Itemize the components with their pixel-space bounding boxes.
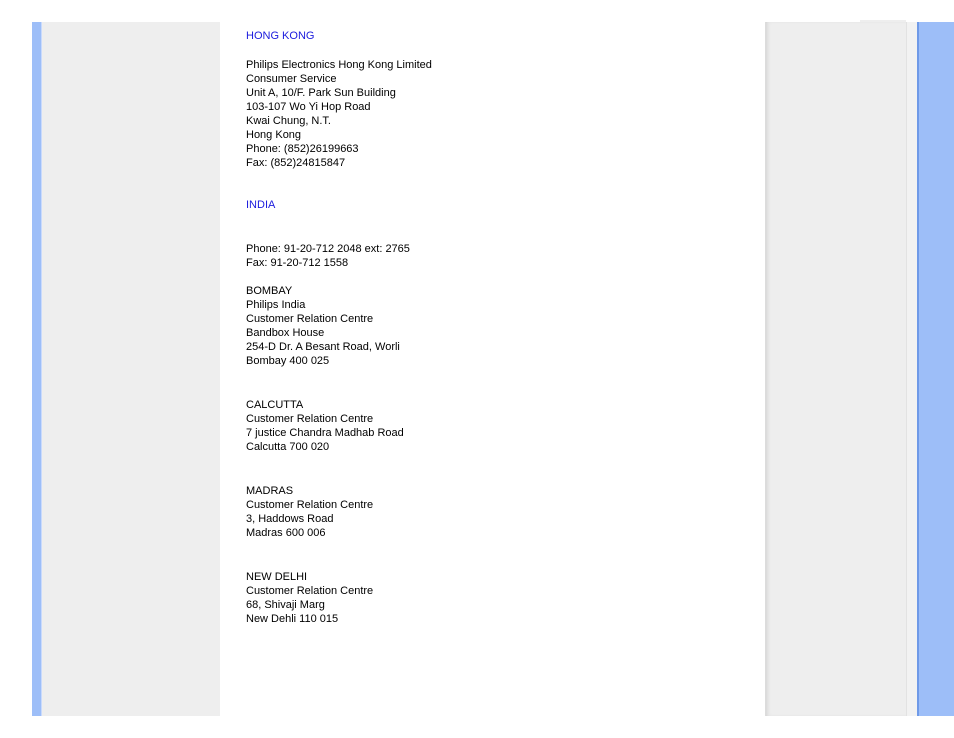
address-line: Philips Electronics Hong Kong Limited [246,59,432,71]
address-line: 68, Shivaji Marg [246,599,325,611]
phone-line: Phone: (852)26199663 [246,143,359,155]
address-line: 103-107 Wo Yi Hop Road [246,101,371,113]
address-bombay [246,284,746,368]
document-content [246,29,746,626]
city-name: BOMBAY [246,285,293,297]
address-madras [246,484,746,540]
fax-line: Fax: 91-20-712 1558 [246,257,349,269]
address-line: Customer Relation Centre [246,499,374,511]
left-sidebar [42,22,220,716]
heading-india: INDIA [246,199,276,211]
city-name: MADRAS [246,485,294,497]
address-line: Customer Relation Centre [246,413,374,425]
right-sidebar [765,22,918,716]
address-line: Kwai Chung, N.T. [246,115,331,127]
address-hong-kong [246,58,746,170]
address-calcutta [246,398,746,454]
section-hong-kong [246,29,746,170]
heading-hong-kong: HONG KONG [246,30,315,42]
address-line: Bandbox House [246,327,325,339]
right-accent-edge [917,22,919,716]
address-line: New Dehli 110 015 [246,613,339,625]
india-contact [246,242,746,270]
address-line: Customer Relation Centre [246,313,374,325]
fax-line: Fax: (852)24815847 [246,157,346,169]
address-line: Unit A, 10/F. Park Sun Building [246,87,396,99]
address-line: Philips India [246,299,306,311]
section-india [246,198,746,626]
address-line: 3, Haddows Road [246,513,334,525]
address-line: Hong Kong [246,129,302,141]
city-name: CALCUTTA [246,399,304,411]
city-name: NEW DELHI [246,571,308,583]
address-line: Madras 600 006 [246,527,326,539]
address-line: Customer Relation Centre [246,585,374,597]
address-line: 7 justice Chandra Madhab Road [246,427,404,439]
address-line: 254-D Dr. A Besant Road, Worli [246,341,400,353]
right-accent-bar [917,22,954,716]
address-line: Consumer Service [246,73,337,85]
address-new-delhi [246,570,746,626]
address-line: Bombay 400 025 [246,355,330,367]
phone-line: Phone: 91-20-712 2048 ext: 2765 [246,243,410,255]
address-line: Calcutta 700 020 [246,441,330,453]
